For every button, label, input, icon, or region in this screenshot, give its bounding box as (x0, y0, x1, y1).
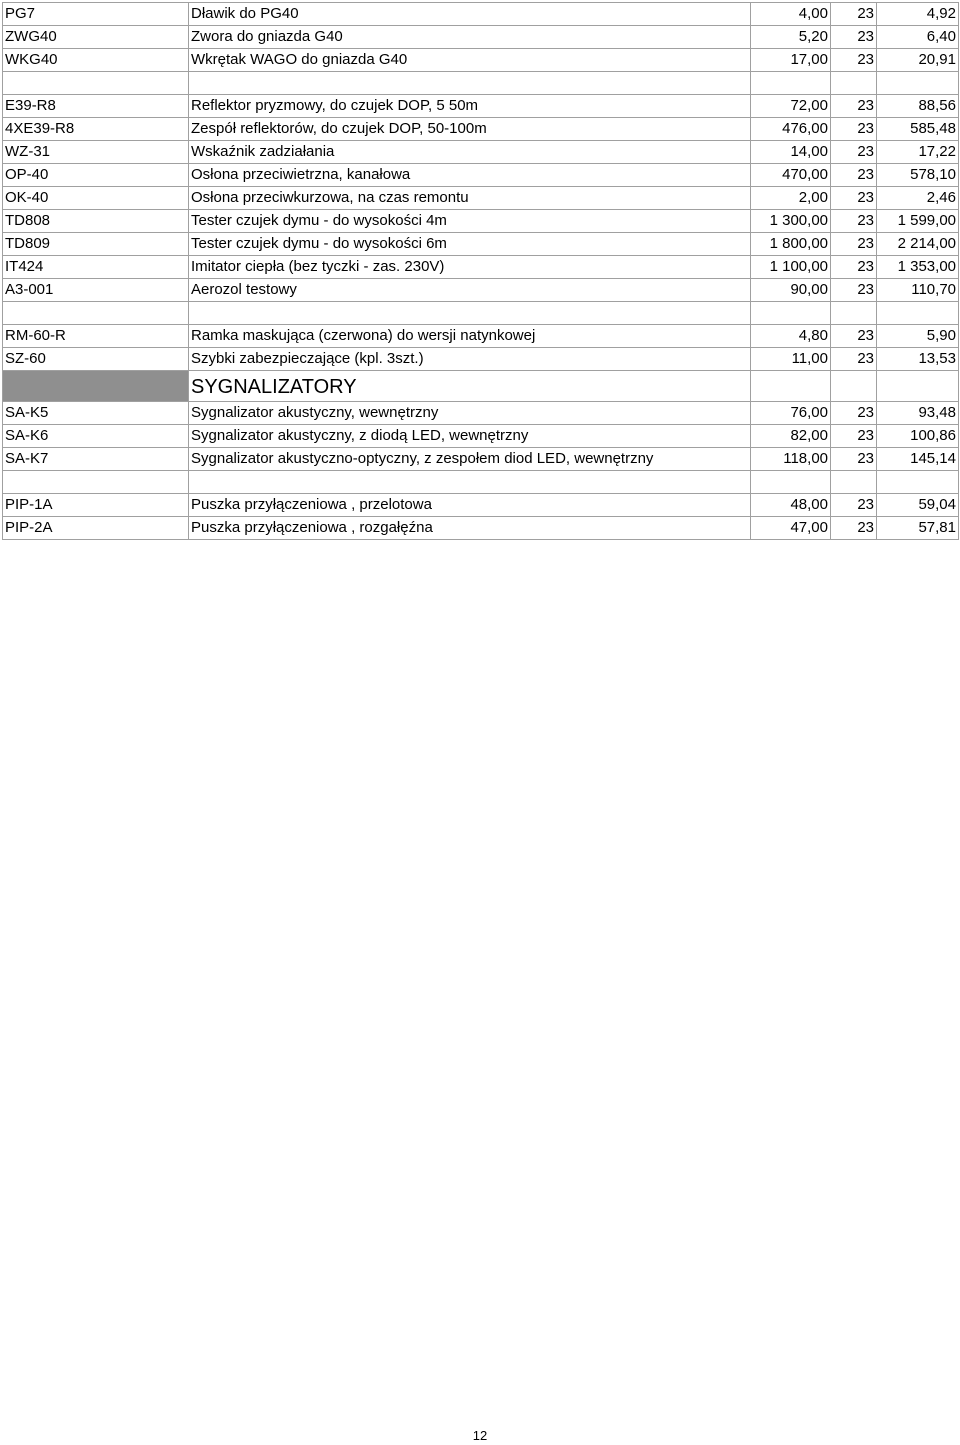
net-price-cell: 5,20 (751, 26, 831, 49)
table-row (3, 302, 959, 325)
vat-rate-cell: 23 (831, 49, 877, 72)
price-table (2, 2, 959, 540)
description-cell: Sygnalizator akustyczny, wewnętrzny (189, 402, 751, 425)
section-header-cell-empty (877, 371, 959, 402)
net-price-cell: 470,00 (751, 164, 831, 187)
vat-rate-cell: 23 (831, 325, 877, 348)
table-row (3, 141, 959, 164)
table-row (3, 494, 959, 517)
gross-price-cell: 17,22 (877, 141, 959, 164)
product-code-cell: PIP-2A (3, 517, 189, 540)
vat-rate-cell: 23 (831, 26, 877, 49)
description-cell: Wskaźnik zadziałania (189, 141, 751, 164)
product-code-cell: OK-40 (3, 187, 189, 210)
vat-rate-cell: 23 (831, 118, 877, 141)
description-cell: Szybki zabezpieczające (kpl. 3szt.) (189, 348, 751, 371)
description-cell: Imitator ciepła (bez tyczki - zas. 230V) (189, 256, 751, 279)
description-cell: Osłona przeciwkurzowa, na czas remontu (189, 187, 751, 210)
section-header-row (3, 371, 959, 402)
section-header-cell-code (3, 371, 189, 402)
product-code-cell: SZ-60 (3, 348, 189, 371)
gross-price-cell: 100,86 (877, 425, 959, 448)
product-code-cell (3, 302, 189, 325)
gross-price-cell: 88,56 (877, 95, 959, 118)
table-row (3, 210, 959, 233)
gross-price-cell: 57,81 (877, 517, 959, 540)
gross-price-cell (877, 471, 959, 494)
product-code-cell: A3-001 (3, 279, 189, 302)
gross-price-cell: 6,40 (877, 26, 959, 49)
description-cell: Sygnalizator akustyczny, z diodą LED, wewnętrzny (189, 425, 751, 448)
gross-price-cell: 2,46 (877, 187, 959, 210)
product-code-cell: RM-60-R (3, 325, 189, 348)
description-cell: Ramka maskująca (czerwona) do wersji natynkowej (189, 325, 751, 348)
vat-rate-cell: 23 (831, 402, 877, 425)
vat-rate-cell (831, 72, 877, 95)
table-row (3, 187, 959, 210)
description-cell: Tester czujek dymu - do wysokości 4m (189, 210, 751, 233)
net-price-cell (751, 72, 831, 95)
vat-rate-cell: 23 (831, 141, 877, 164)
description-cell (189, 302, 751, 325)
table-row (3, 325, 959, 348)
table-row (3, 72, 959, 95)
product-code-cell: SA-K7 (3, 448, 189, 471)
net-price-cell (751, 302, 831, 325)
net-price-cell: 90,00 (751, 279, 831, 302)
gross-price-cell: 585,48 (877, 118, 959, 141)
description-cell: Puszka przyłączeniowa , rozgałęźna (189, 517, 751, 540)
product-code-cell: PG7 (3, 3, 189, 26)
vat-rate-cell (831, 471, 877, 494)
description-cell: Dławik do PG40 (189, 3, 751, 26)
vat-rate-cell: 23 (831, 233, 877, 256)
product-code-cell: IT424 (3, 256, 189, 279)
net-price-cell: 1 300,00 (751, 210, 831, 233)
vat-rate-cell: 23 (831, 256, 877, 279)
table-row (3, 279, 959, 302)
gross-price-cell: 5,90 (877, 325, 959, 348)
product-code-cell: WKG40 (3, 49, 189, 72)
gross-price-cell: 4,92 (877, 3, 959, 26)
net-price-cell: 76,00 (751, 402, 831, 425)
price-table-body (3, 3, 959, 540)
table-row (3, 348, 959, 371)
description-cell (189, 471, 751, 494)
gross-price-cell: 578,10 (877, 164, 959, 187)
table-row (3, 471, 959, 494)
net-price-cell: 82,00 (751, 425, 831, 448)
product-code-cell (3, 471, 189, 494)
product-code-cell: ZWG40 (3, 26, 189, 49)
vat-rate-cell: 23 (831, 187, 877, 210)
product-code-cell: SA-K5 (3, 402, 189, 425)
table-row (3, 3, 959, 26)
gross-price-cell: 93,48 (877, 402, 959, 425)
vat-rate-cell: 23 (831, 517, 877, 540)
product-code-cell (3, 72, 189, 95)
table-row (3, 517, 959, 540)
description-cell: Zespół reflektorów, do czujek DOP, 50-100m (189, 118, 751, 141)
vat-rate-cell: 23 (831, 3, 877, 26)
product-code-cell: TD808 (3, 210, 189, 233)
net-price-cell: 1 100,00 (751, 256, 831, 279)
description-cell: Wkrętak WAGO do gniazda G40 (189, 49, 751, 72)
net-price-cell: 2,00 (751, 187, 831, 210)
description-cell: Aerozol testowy (189, 279, 751, 302)
table-row (3, 95, 959, 118)
table-row (3, 233, 959, 256)
net-price-cell: 1 800,00 (751, 233, 831, 256)
table-row (3, 164, 959, 187)
table-row (3, 49, 959, 72)
description-cell: Osłona przeciwietrzna, kanałowa (189, 164, 751, 187)
vat-rate-cell: 23 (831, 210, 877, 233)
description-cell: Tester czujek dymu - do wysokości 6m (189, 233, 751, 256)
gross-price-cell: 13,53 (877, 348, 959, 371)
net-price-cell: 118,00 (751, 448, 831, 471)
table-row (3, 118, 959, 141)
product-code-cell: PIP-1A (3, 494, 189, 517)
page-number: 12 (472, 1428, 488, 1443)
table-row (3, 256, 959, 279)
vat-rate-cell: 23 (831, 448, 877, 471)
gross-price-cell: 20,91 (877, 49, 959, 72)
description-cell: Zwora do gniazda G40 (189, 26, 751, 49)
net-price-cell: 14,00 (751, 141, 831, 164)
vat-rate-cell: 23 (831, 425, 877, 448)
gross-price-cell: 1 353,00 (877, 256, 959, 279)
net-price-cell: 48,00 (751, 494, 831, 517)
gross-price-cell: 1 599,00 (877, 210, 959, 233)
gross-price-cell (877, 72, 959, 95)
net-price-cell: 4,00 (751, 3, 831, 26)
product-code-cell: E39-R8 (3, 95, 189, 118)
table-row (3, 26, 959, 49)
product-code-cell: 4XE39-R8 (3, 118, 189, 141)
description-cell: Sygnalizator akustyczno-optyczny, z zespołem diod LED, wewnętrzny (189, 448, 751, 471)
table-row (3, 448, 959, 471)
section-title: SYGNALIZATORY (189, 371, 751, 402)
table-row (3, 425, 959, 448)
gross-price-cell: 145,14 (877, 448, 959, 471)
description-cell (189, 72, 751, 95)
section-header-cell-empty (751, 371, 831, 402)
gross-price-cell: 110,70 (877, 279, 959, 302)
gross-price-cell (877, 302, 959, 325)
net-price-cell: 47,00 (751, 517, 831, 540)
net-price-cell (751, 471, 831, 494)
vat-rate-cell: 23 (831, 279, 877, 302)
product-code-cell: TD809 (3, 233, 189, 256)
product-code-cell: OP-40 (3, 164, 189, 187)
vat-rate-cell: 23 (831, 348, 877, 371)
gross-price-cell: 59,04 (877, 494, 959, 517)
vat-rate-cell: 23 (831, 494, 877, 517)
section-header-cell-empty (831, 371, 877, 402)
product-code-cell: WZ-31 (3, 141, 189, 164)
vat-rate-cell: 23 (831, 95, 877, 118)
description-cell: Reflektor pryzmowy, do czujek DOP, 5 50m (189, 95, 751, 118)
gross-price-cell: 2 214,00 (877, 233, 959, 256)
vat-rate-cell (831, 302, 877, 325)
product-code-cell: SA-K6 (3, 425, 189, 448)
net-price-cell: 11,00 (751, 348, 831, 371)
net-price-cell: 72,00 (751, 95, 831, 118)
net-price-cell: 476,00 (751, 118, 831, 141)
net-price-cell: 4,80 (751, 325, 831, 348)
table-row (3, 402, 959, 425)
vat-rate-cell: 23 (831, 164, 877, 187)
description-cell: Puszka przyłączeniowa , przelotowa (189, 494, 751, 517)
net-price-cell: 17,00 (751, 49, 831, 72)
